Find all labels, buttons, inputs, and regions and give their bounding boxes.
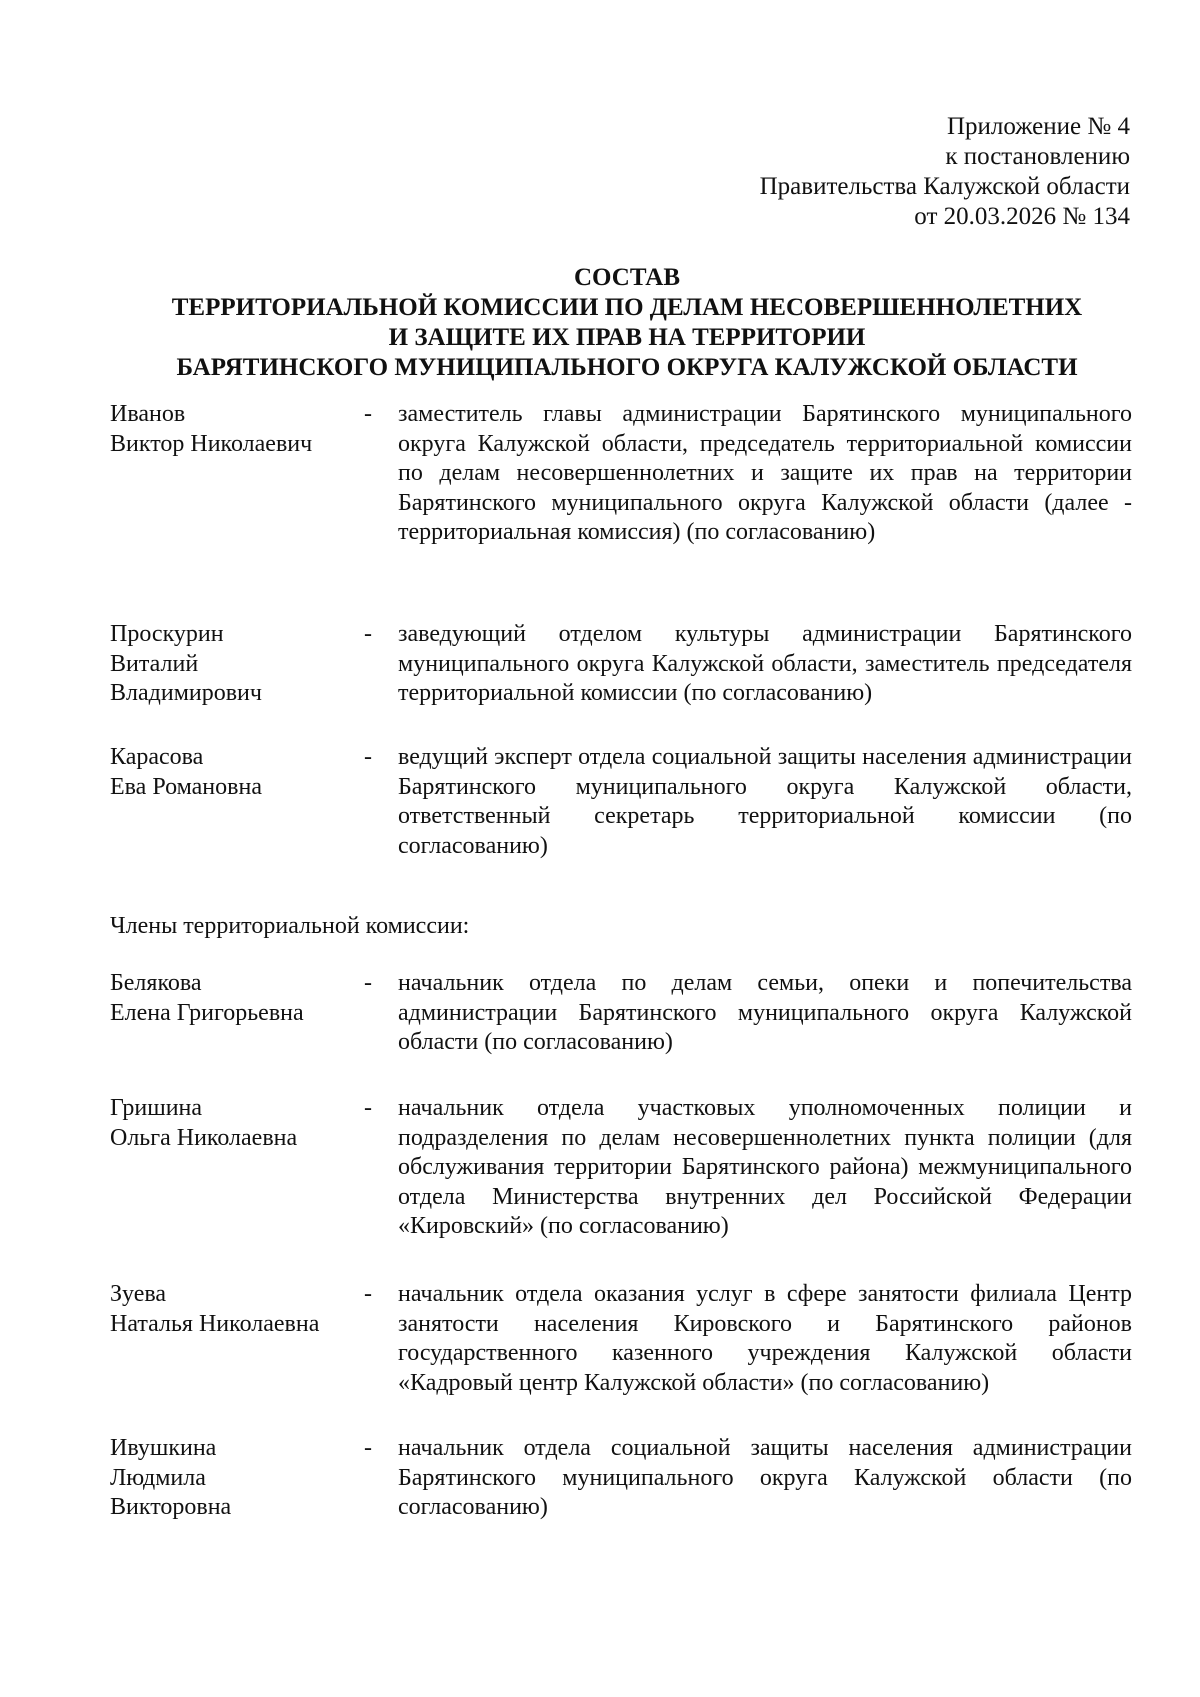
document-title bbox=[0, 263, 1200, 383]
person-role: начальник отдела по делам семьи, опеки и попечительства администрации Барятинского муниципального округа Калужской области (по согласованию) bbox=[398, 970, 1132, 1055]
person-name: Белякова Елена Григорьевна bbox=[110, 970, 304, 1026]
title-line: И ЗАЩИТЕ ИХ ПРАВ НА ТЕРРИТОРИИ bbox=[388, 324, 866, 351]
person-role: заведующий отделом культуры администрации Барятинского муниципального округа Калужской области, заместитель председателя территориальной комиссии (по согласованию) bbox=[398, 621, 1132, 706]
separator-dash: - bbox=[364, 1095, 372, 1121]
separator-dash: - bbox=[364, 970, 372, 996]
person-role: начальник отдела участковых уполномоченных полиции и подразделения по делам несовершеннолетних пункта полиции (для обслуживания территории Барятинского района) межмуниципального отдела Министерства внутренних дел Российской Федерации «Кировский» (по согласованию) bbox=[398, 1095, 1132, 1239]
title-line: ТЕРРИТОРИАЛЬНОЙ КОМИССИИ ПО ДЕЛАМ НЕСОВЕРШЕННОЛЕТНИХ bbox=[171, 294, 1083, 321]
separator-dash: - bbox=[364, 401, 372, 427]
separator-dash: - bbox=[364, 1281, 372, 1307]
appendix-reference bbox=[760, 112, 1130, 232]
person-role: начальник отдела оказания услуг в сфере занятости филиала Центр занятости населения Кировского и Барятинского районов государственного казенного учреждения Калужской области «Кадровый центр Калужской области» (по согласованию) bbox=[398, 1281, 1132, 1396]
person-name: Зуева Наталья Николаевна bbox=[110, 1281, 320, 1337]
person-name: Иванов Виктор Николаевич bbox=[110, 401, 313, 457]
person-name: Гришина Ольга Николаевна bbox=[110, 1095, 298, 1151]
appendix-line: Приложение № 4 bbox=[946, 113, 1130, 140]
person-role: начальник отдела социальной защиты населения администрации Барятинского муниципального округа Калужской области (по согласованию) bbox=[398, 1435, 1132, 1520]
person-role: ведущий эксперт отдела социальной защиты населения администрации Барятинского муниципального округа Калужской области, ответственный секретарь территориальной комиссии (по согласованию) bbox=[398, 744, 1132, 859]
members-heading: Члены территориальной комиссии: bbox=[110, 913, 470, 939]
appendix-line: к постановлению bbox=[945, 143, 1130, 170]
appendix-date-number: от 20.03.2026 № 134 bbox=[914, 203, 1130, 230]
person-role: заместитель главы администрации Барятинского муниципального округа Калужской области, председатель территориальной комиссии по делам несовершеннолетних и защите их прав на территории Барятинского муниципального округа Калужской области (далее - территориальная комиссия) (по согласованию) bbox=[398, 401, 1132, 545]
title-line: БАРЯТИНСКОГО МУНИЦИПАЛЬНОГО ОКРУГА КАЛУЖСКОЙ ОБЛАСТИ bbox=[176, 354, 1078, 381]
separator-dash: - bbox=[364, 744, 372, 770]
title-line: СОСТАВ bbox=[573, 264, 681, 291]
person-name: Проскурин Виталий Владимирович bbox=[110, 621, 262, 706]
person-name: Карасова Ева Романовна bbox=[110, 744, 262, 800]
appendix-line: Правительства Калужской области bbox=[759, 173, 1130, 200]
person-name: Ивушкина Людмила Викторовна bbox=[110, 1435, 232, 1520]
separator-dash: - bbox=[364, 621, 372, 647]
separator-dash: - bbox=[364, 1435, 372, 1461]
